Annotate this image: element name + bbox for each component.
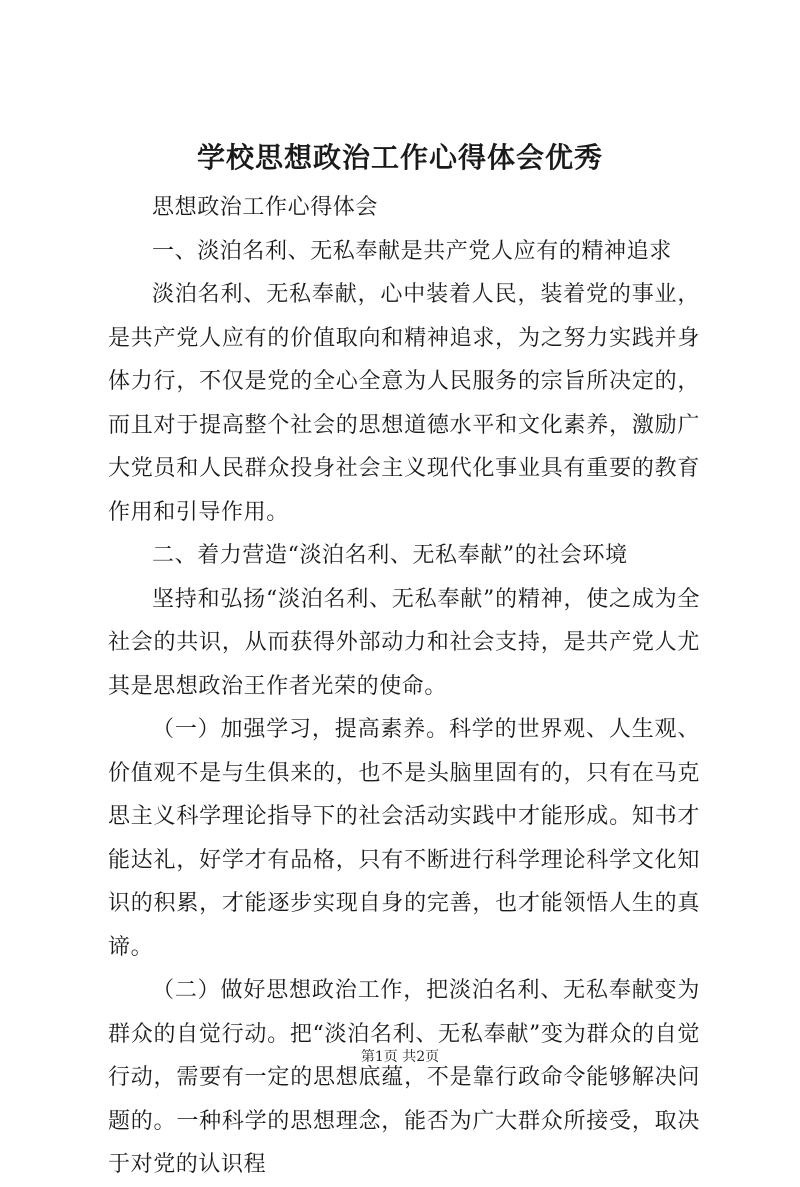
paragraph-2: 坚持和弘扬“淡泊名利、无私奉献”的精神，使之成为全社会的共识，从而获得外部动力和社会支持，是共产党人尤其是思想政治王作者光荣的使命。 xyxy=(108,586,700,699)
section-heading-2: 二、着力营造“淡泊名利、无私奉献”的社会环境 xyxy=(152,543,628,568)
paragraph-1: 淡泊名利、无私奉献，心中装着人民，装着党的事业，是共产党人应有的价值取向和精神追求，为之努力实践并身体力行，不仅是党的全心全意为人民服务的宗旨所决定的，而且对于提高整个社会的思想道德水平和文化素养，激励广大党员和人民群众投身社会主义现代化事业具有重要的教育作用和引导作用。 xyxy=(108,282,700,525)
paragraph-3: （一）加强学习，提高素养。科学的世界观、人生观、价值观不是与生俱来的，也不是头脑里固有的，只有在马克思主义科学理论指导下的社会活动实践中才能形成。知书才能达礼，好学才有品格，只有不断进行科学理论科学文化知识的积累，才能逐步实现自身的完善，也才能领悟人生的真谛。 xyxy=(108,717,700,960)
document-title: 学校思想政治工作心得体会优秀 xyxy=(196,141,603,174)
section-heading-1: 一、淡泊名利、无私奉献是共产党人应有的精神追求 xyxy=(152,238,672,264)
document-body xyxy=(108,186,700,1187)
paragraph-4: （二）做好思想政治工作，把淡泊名利、无私奉献变为群众的自觉行动。把“淡泊名利、无私奉献”变为群众的自觉行动，需要有一定的思想底蕴，不是靠行政命令能够解决问题的。一种科学的思想理念，能否为广大群众所接受，取决于对党的认识程 xyxy=(108,978,700,1177)
section-heading-main: 思想政治工作心得体会 xyxy=(152,195,379,220)
page-footer: 第1页 共2页 xyxy=(360,1049,440,1065)
